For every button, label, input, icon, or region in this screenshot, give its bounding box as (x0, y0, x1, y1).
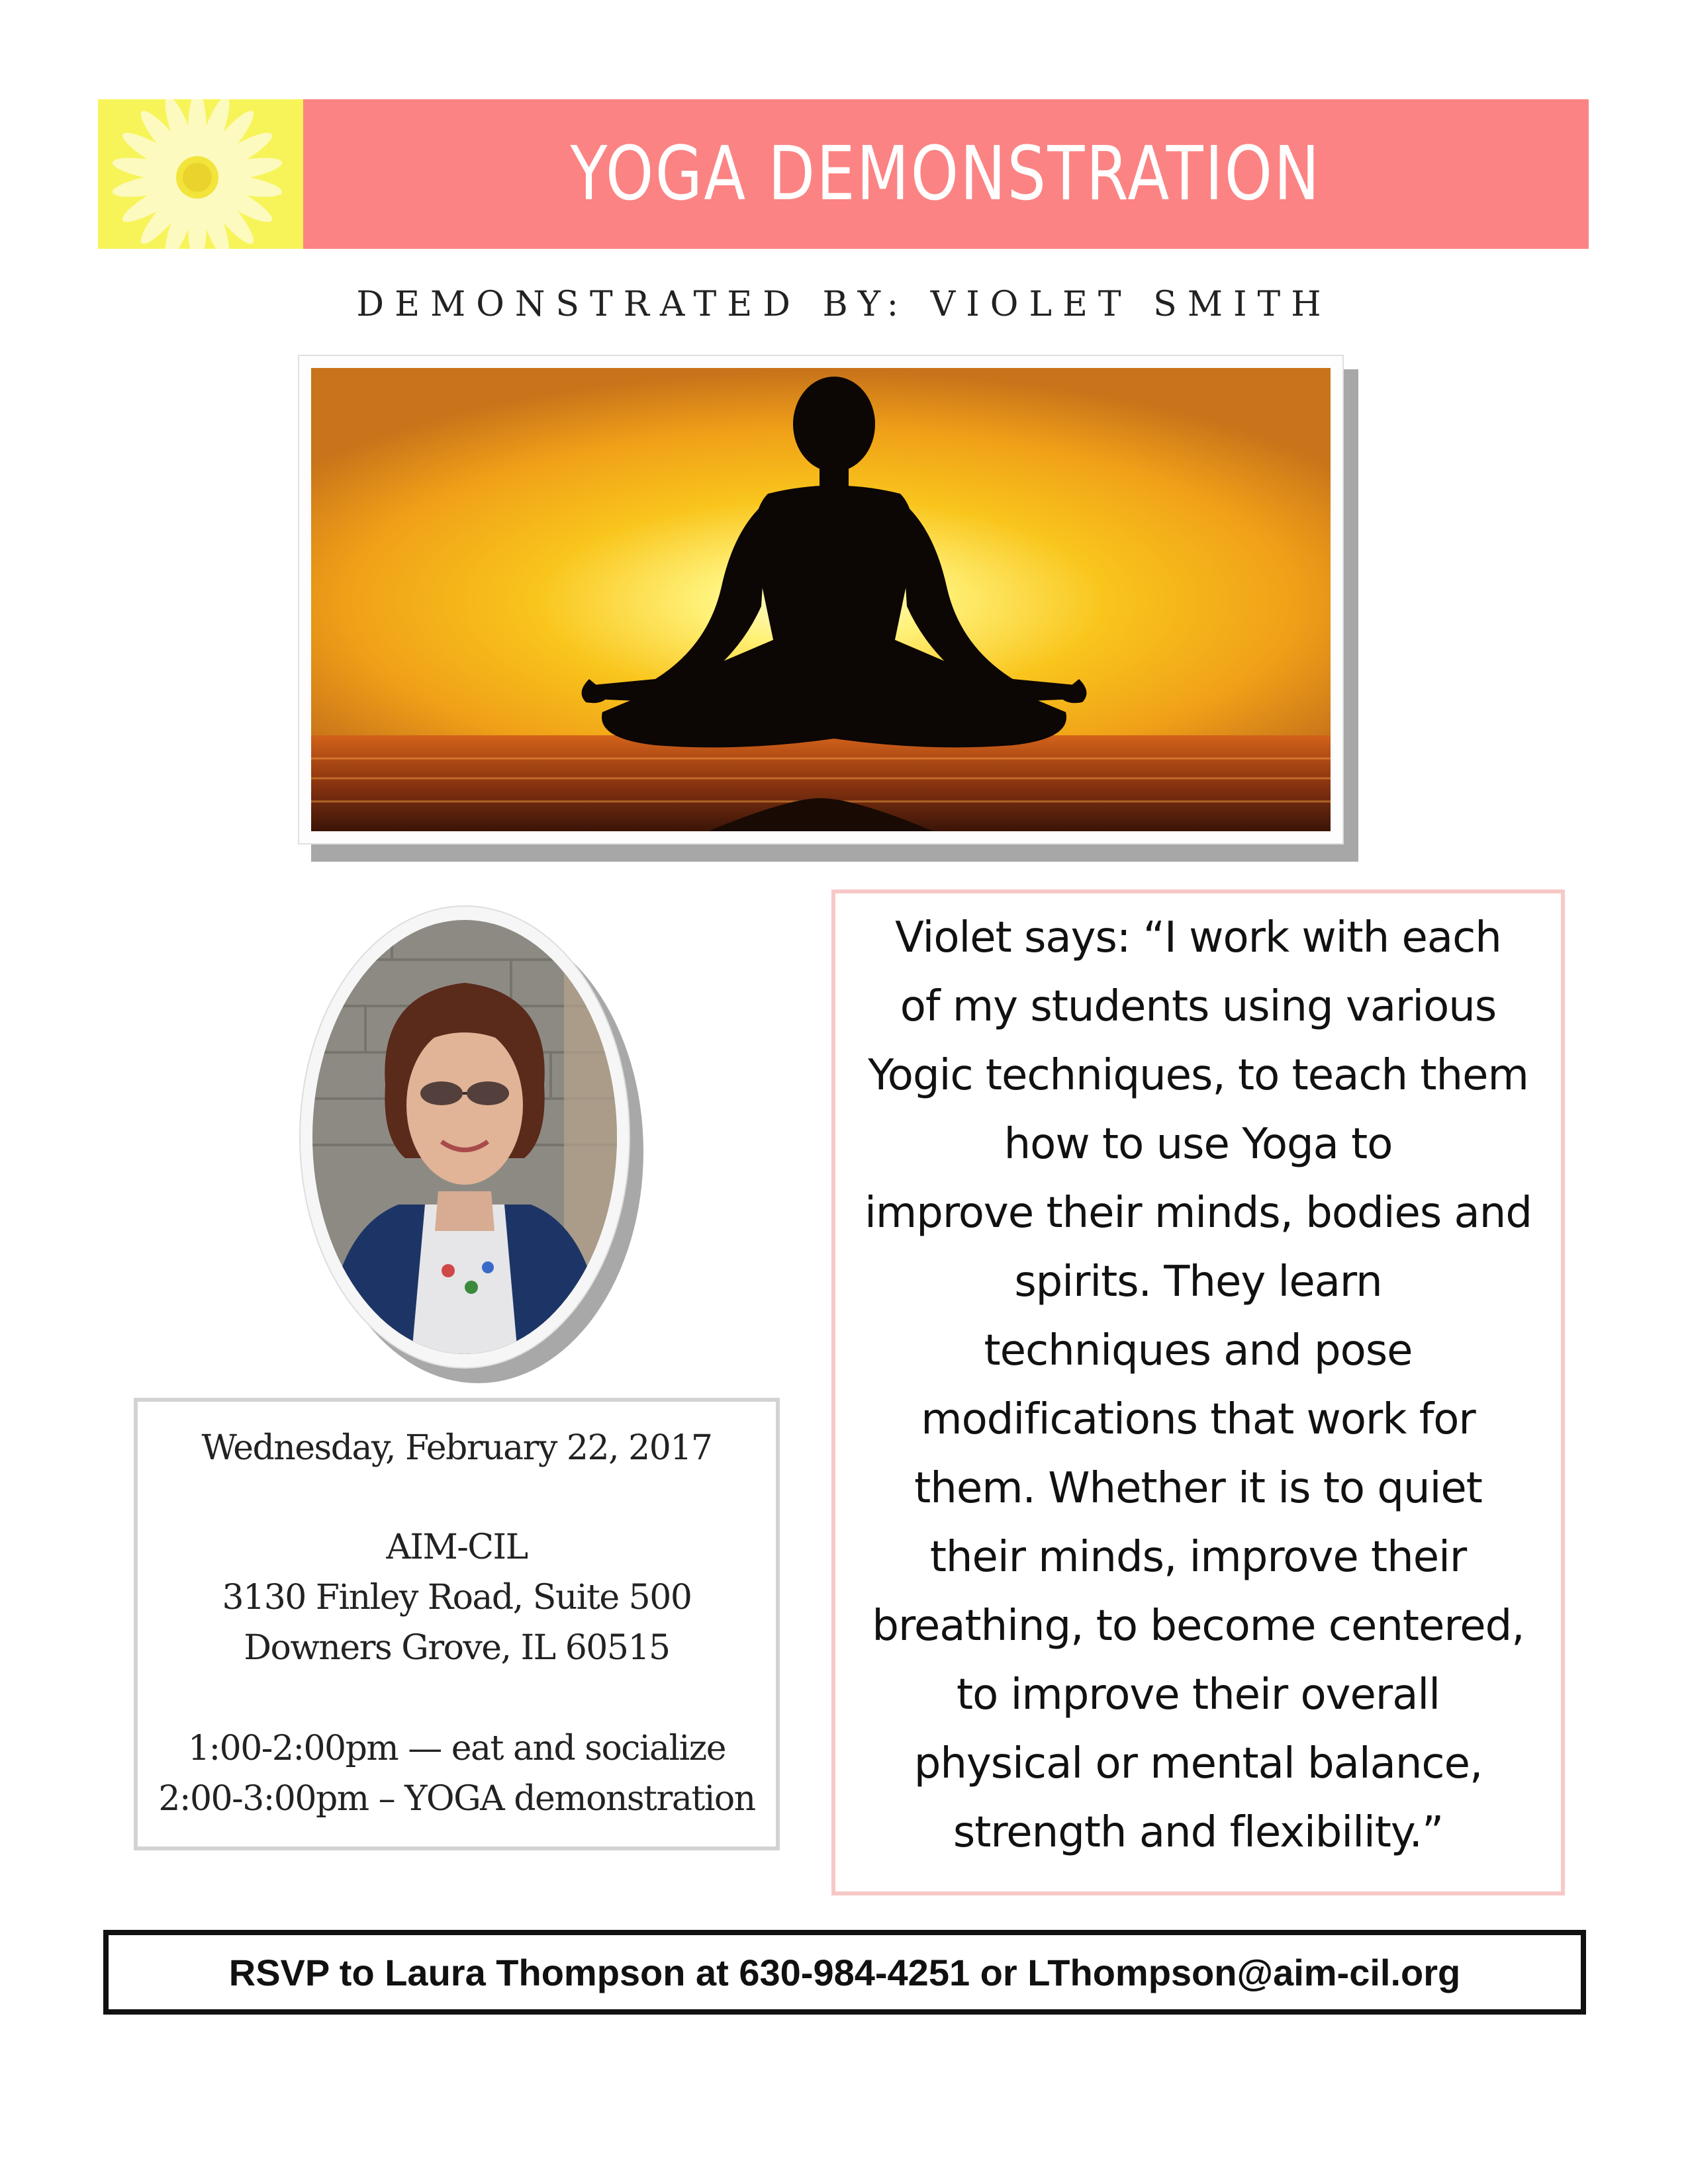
daisy-flower-icon (98, 99, 303, 249)
quote-line: spirits. They learn (1014, 1257, 1382, 1306)
quote-line: of my students using various (900, 982, 1497, 1031)
event-address-line2: Downers Grove, IL 60515 (244, 1628, 670, 1668)
schedule-item-socialize: 1:00-2:00pm — eat and socialize (188, 1729, 726, 1768)
quote-line: techniques and pose (984, 1326, 1413, 1375)
event-details-box (134, 1398, 780, 1850)
meditation-silhouette-sunset-image (311, 368, 1331, 831)
event-venue: AIM-CIL (386, 1527, 528, 1567)
title-bar (303, 99, 1589, 249)
event-address-line1: 3130 Finley Road, Suite 500 (222, 1578, 692, 1617)
demonstrator-subtitle: DEMONSTRATED BY: VIOLET SMITH (356, 285, 1332, 324)
quote-line: their minds, improve their (929, 1533, 1467, 1582)
violet-smith-portrait-image (312, 920, 617, 1354)
quote-line: them. Whether it is to quiet (914, 1464, 1482, 1513)
quote-line: physical or mental balance, (914, 1739, 1483, 1788)
quote-line: Violet says: “I work with each (895, 913, 1501, 962)
rsvp-text: RSVP to Laura Thompson at 630-984-4251 or LThompson@aim-cil.org (228, 1951, 1461, 1993)
event-date: Wednesday, February 22, 2017 (201, 1428, 712, 1468)
quote-line: how to use Yoga to (1004, 1120, 1393, 1169)
quote-line: improve their minds, bodies and (865, 1189, 1532, 1238)
quote-line: breathing, to become centered, (872, 1602, 1524, 1651)
quote-line: Yogic techniques, to teach them (868, 1051, 1528, 1100)
testimonial-quote-box (831, 889, 1565, 1895)
page-title: YOGA DEMONSTRATION (570, 131, 1322, 217)
schedule-item-demonstration: 2:00-3:00pm – YOGA demonstration (158, 1779, 755, 1819)
quote-line: to improve their overall (957, 1670, 1440, 1719)
quote-line: modifications that work for (921, 1395, 1476, 1444)
quote-line: strength and flexibility.” (953, 1808, 1444, 1857)
rsvp-box (103, 1930, 1586, 2015)
